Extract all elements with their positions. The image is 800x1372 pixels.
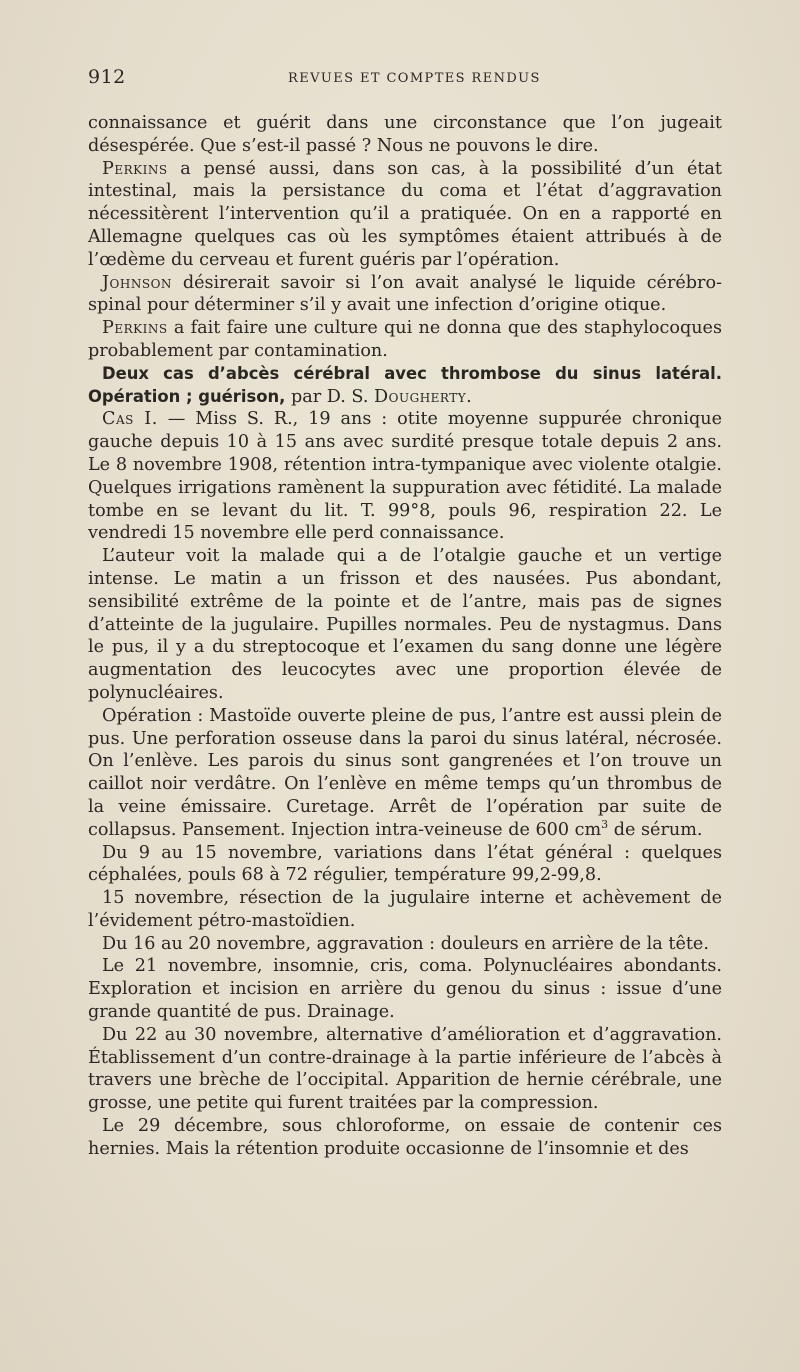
paragraph-13: Du 22 au 30 novembre, alternative d’amélioration et d’aggravation. Établissement d’un contre-drainage à la partie inférieure de l’abcès à travers une brèche de l’occipital. Apparition de hernie cérébrale, une grosse, une petite qui furent traitées par la compression. [88,1024,722,1114]
paragraph-case-1 [88,408,722,545]
article-by: par D. S. [285,386,375,407]
paragraph-1-text: connaissance et guérit dans une circonstance que l’on jugeait désespérée. Que s’est-il passé ? Nous ne pouvons le dire. [88,113,722,156]
article-heading-end: . [466,386,472,407]
paragraph-operation [88,705,722,842]
author-name: Perkins [102,318,168,339]
author-name: Johnson [102,272,172,293]
paragraph-2-text: a pensé aussi, dans son cas, à la possibilité d’un état intestinal, mais la persistance du coma et l’état d’aggravation nécessitèrent l’intervention qu’il a pratiquée. On en a rapporté en Allemagne quelques cas où les symptômes étaient attribués à de l’œdème du cerveau et furent guéris par l’opération. [88,158,722,270]
author-name: Perkins [102,158,168,179]
running-title: REVUES ET COMPTES RENDUS [288,71,541,86]
case-label: Cas I. [102,409,158,430]
superscript: 3 [601,817,609,831]
paragraph-14: Le 29 décembre, sous chloroforme, on essaie de contenir ces hernies. Mais la rétention produite occasionne de l’insomnie et des [88,1116,722,1159]
paragraph-3 [88,272,722,318]
article-title: Deux cas d’abcès cérébral avec thrombose du sinus latéral. Opération ; guérison, [88,363,722,406]
paragraph-2 [88,158,722,272]
text-body [88,112,722,1161]
paragraph-1 [88,112,722,158]
article-heading [88,363,722,409]
operation-text-end: de sérum. [608,819,703,840]
article-author: Dougherty [374,386,467,407]
page-number: 912 [88,66,126,88]
paragraph-4 [88,317,722,363]
paragraph-3-text: désirerait savoir si l’on avait analysé le liquide cérébro-spinal pour déterminer s’il y avait une infection d’origine otique. [88,272,722,316]
paragraph-9: Du 9 au 15 novembre, variations dans l’état général : quelques céphalées, pouls 68 à 72 régulier, température 99,2-99,8. [88,842,722,886]
paragraph-7: L’auteur voit la malade qui a de l’otalgie gauche et un vertige intense. Le matin a un frisson et des nausées. Pus abondant, sensibilité extrême de la pointe et de l’antre, mais pas de signes d’atteinte de la jugulaire. Pupilles normales. Peu de nystagmus. Dans le pus, il y a du streptocoque et l’examen du sang donne une légère augmentation des leucocytes avec une proportion élevée de polynucléaires. [88,546,722,703]
operation-text: Opération : Mastoïde ouverte pleine de pus, l’antre est aussi plein de pus. Une perforation osseuse dans la paroi du sinus latéral, nécrosée. On l’enlève. Les parois du sinus sont gangrenées et l’on trouve un caillot noir verdâtre. On l’enlève en même temps qu’un thrombus de la veine émissaire. Curetage. Arrêt de l’opération par suite de collapsus. Pansement. Injection intra-veineuse de 600 cm [88,705,722,840]
page-header [88,66,722,94]
paragraph-12: Le 21 novembre, insomnie, cris, coma. Polynucléaires abondants. Exploration et incision en arrière du genou du sinus : issue d’une grande quantité de pus. Drainage. [88,956,722,1023]
case-1-text: — Miss S. R., 19 ans : otite moyenne suppurée chronique gauche depuis 10 à 15 ans avec surdité presque totale depuis 2 ans. Le 8 novembre 1908, rétention intra-tympanique avec violente otalgie. Quelques irrigations ramènent la suppuration avec fétidité. La malade tombe en se levant du lit. T. 99°8, pouls 96, respiration 22. Le vendredi 15 novembre elle perd connaissance. [88,409,723,544]
paragraph-10: 15 novembre, résection de la jugulaire interne et achèvement de l’évidement pétro-mastoïdien. [88,888,722,931]
paragraph-4-text: a fait faire une culture qui ne donna que des staphylocoques probablement par contamination. [88,318,722,361]
paragraph-11: Du 16 au 20 novembre, aggravation : douleurs en arrière de la tête. [102,933,709,954]
